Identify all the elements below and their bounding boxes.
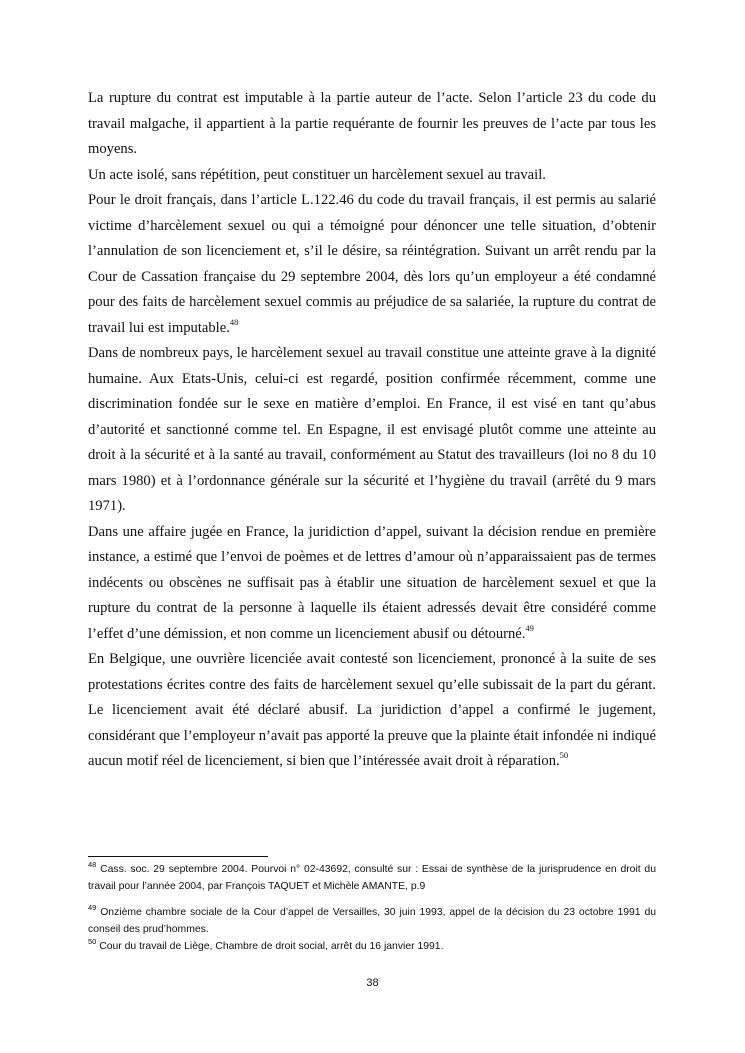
footnote-number: 49 (88, 902, 97, 912)
page-number: 38 (366, 977, 379, 989)
footnotes (88, 856, 656, 955)
footnote-text: Cour du travail de Liège, Chambre de droit social, arrêt du 16 janvier 1991. (96, 941, 444, 952)
page-body (88, 86, 656, 775)
paragraph-text: En Belgique, une ouvrière licenciée avait contesté son licenciement, prononcé à la suite de ses protestations écrites contre des faits de harcèlement sexuel qu’elle subissait de la part du gérant. Le licenciement avait été déclaré abusif. La juridiction d’appel a confirmé le jugement, considérant que l’employeur n’avait pas apporté la preuve que la plainte était infondée ni indiqué aucun motif réel de licenciement, si bien que l’intéressée avait droit à réparation. (88, 651, 656, 769)
footnote-separator (88, 856, 268, 857)
footnote-49 (88, 904, 656, 938)
paragraph-text: Dans de nombreux pays, le harcèlement sexuel au travail constitue une atteinte grave à la dignité humaine. Aux Etats-Unis, celui-ci est regardé, position confirmée récemment, comme une discrimination fondée sur le sexe en matière d’emploi. En France, il est visé en tant qu’abus d’autorité et sanctionné comme tel. En Espagne, il est envisagé plutôt comme une atteinte au droit à la sécurité et à la santé au travail, conformément au Statut des travailleurs (loi no 8 du 10 mars 1980) et à l’ordonnance générale sur la sécurité et l’hygiène du travail (arrêté du 9 mars 1971). (88, 345, 656, 514)
paragraph-text: La rupture du contrat est imputable à la partie auteur de l’acte. Selon l’article 23 du code du travail malgache, il appartient à la partie requérante de fournir les preuves de l’acte par tous les moyens. (88, 90, 656, 157)
footnote-number: 48 (88, 859, 97, 869)
footnote-ref-48[interactable]: 48 (229, 316, 239, 327)
paragraph (88, 163, 656, 189)
footnote-48 (88, 861, 656, 895)
paragraph-text: Pour le droit français, dans l’article L.122.46 du code du travail français, il est permis au salarié victime d’harcèlement sexuel ou qui a témoigné pour dénoncer une telle situation, d’obtenir l’annulation de son licenciement et, s’il le désire, sa réintégration. Suivant un arrêt rendu par la Cour de Cassation française du 29 septembre 2004, dès lors qu’un employeur a été condamné pour des faits de harcèlement sexuel commis au préjudice de sa salariée, la rupture du contrat de travail lui est imputable. (88, 192, 656, 336)
paragraph (88, 86, 656, 163)
paragraph (88, 520, 656, 648)
footnote-text: Onzième chambre sociale de la Cour d’appel de Versailles, 30 juin 1993, appel de la décision du 23 octobre 1991 du conseil des prud’hommes. (88, 907, 656, 935)
footnote-ref-49[interactable]: 49 (525, 622, 534, 633)
body-text (88, 86, 656, 775)
paragraph-text: Un acte isolé, sans répétition, peut constituer un harcèlement sexuel au travail. (88, 166, 546, 183)
paragraph (88, 188, 656, 341)
paragraph (88, 647, 656, 775)
footnote-number: 50 (88, 936, 97, 946)
footnote-ref-50[interactable]: 50 (559, 750, 569, 761)
paragraph (88, 341, 656, 520)
footnote-50 (88, 938, 656, 955)
footnote-text: Cass. soc. 29 septembre 2004. Pourvoi n° 02-43692, consulté sur : Essai de synthèse de la jurisprudence en droit du travail pour l’année 2004, par François TAQUET et Michèle AMANTE, p.9 (88, 864, 656, 892)
paragraph-text: Dans une affaire jugée en France, la juridiction d’appel, suivant la décision rendue en première instance, a estimé que l’envoi de poèmes et de lettres d’amour où n’apparaissaient pas de termes indécents ou obscènes ne suffisait pas à établir une situation de harcèlement sexuel et que la rupture du contrat de la personne à laquelle ils étaient adressés devait être considéré comme l’effet d’une démission, et non comme un licenciement abusif ou détourné. (88, 523, 656, 642)
